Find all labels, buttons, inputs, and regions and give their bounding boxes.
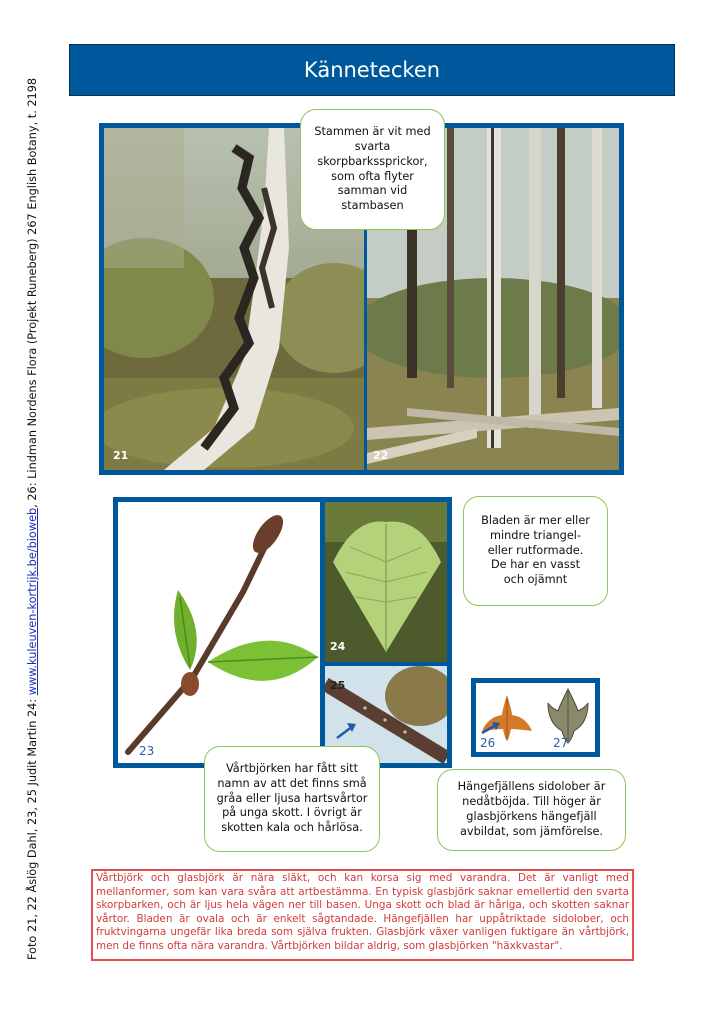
- photo-frame-shoots: [113, 497, 452, 768]
- photo-number-25: 25: [330, 679, 346, 692]
- photo-number-26: 26: [480, 736, 496, 750]
- photo-26-catkin-scale: [476, 683, 538, 752]
- photo-number-22: 22: [373, 449, 389, 462]
- photo-frame-catkin-scales: [471, 678, 600, 757]
- credits-prefix: Foto 21, 22 Åslög Dahl, 23, 25 Judit Martin 24:: [26, 695, 39, 960]
- photo-number-27: 27: [553, 736, 569, 750]
- page-title: Kännetecken: [69, 44, 675, 96]
- photo-number-21: 21: [113, 449, 129, 462]
- callout-stem: Stammen är vit med svarta skorpbarkssprickor, som ofta flyter samman vid stambasen: [300, 109, 445, 230]
- bioweb-link[interactable]: www.kuleuven-kortrijk.be/bioweb: [26, 507, 39, 696]
- summary-text-box: Vårtbjörk och glasbjörk är nära släkt, och kan korsa sig med varandra. Det är vanligt med mellanformer, som kan vara svåra att artbestämma. En typisk glasbjörk saknar emellertid den svarta skorpbarken, och är ljus hela vägen ner till basen. Unga skott och blad är håriga, och skotten saknar vårtor. Bladen är ovala och är enkelt sågtandade. Hängefjällen har uppåtriktade sidolober, och fruktvingarna ungefär lika breda som själva frukten. Glasbjörk växer vanligen fuktigare än vårtbjörk, men de finns ofta nära varandra. Vårtbjörken bildar aldrig, som glasbjörken "häxkvastar".: [91, 869, 634, 961]
- photo-number-24: 24: [330, 640, 346, 653]
- callout-warts: Vårtbjörken har fått sitt namn av att det finns små gråa eller ljusa hartsvårtor på unga skott. I övrigt är skotten kala och hårlösa.: [204, 746, 380, 852]
- credits-suffix: , 26: Lindman Nordens Flora (Projekt Runeberg) 267 English Botany, t. 2198: [26, 77, 39, 508]
- callout-catkin-scales: Hängefjällens sidolober är nedåtböjda. Till höger är glasbjörkens hängefjäll avbildat, som jämförelse.: [437, 769, 626, 851]
- photo-27-catkin-scale: [538, 683, 595, 752]
- photo-number-23: 23: [139, 744, 155, 758]
- photo-23-birch-shoot: [118, 502, 320, 763]
- callout-leaves: Bladen är mer eller mindre triangel- eller rutformade. De har en vasst och ojämnt: [463, 496, 608, 606]
- photo-24-birch-leaf: [325, 502, 447, 662]
- photo-credits: [26, 77, 50, 960]
